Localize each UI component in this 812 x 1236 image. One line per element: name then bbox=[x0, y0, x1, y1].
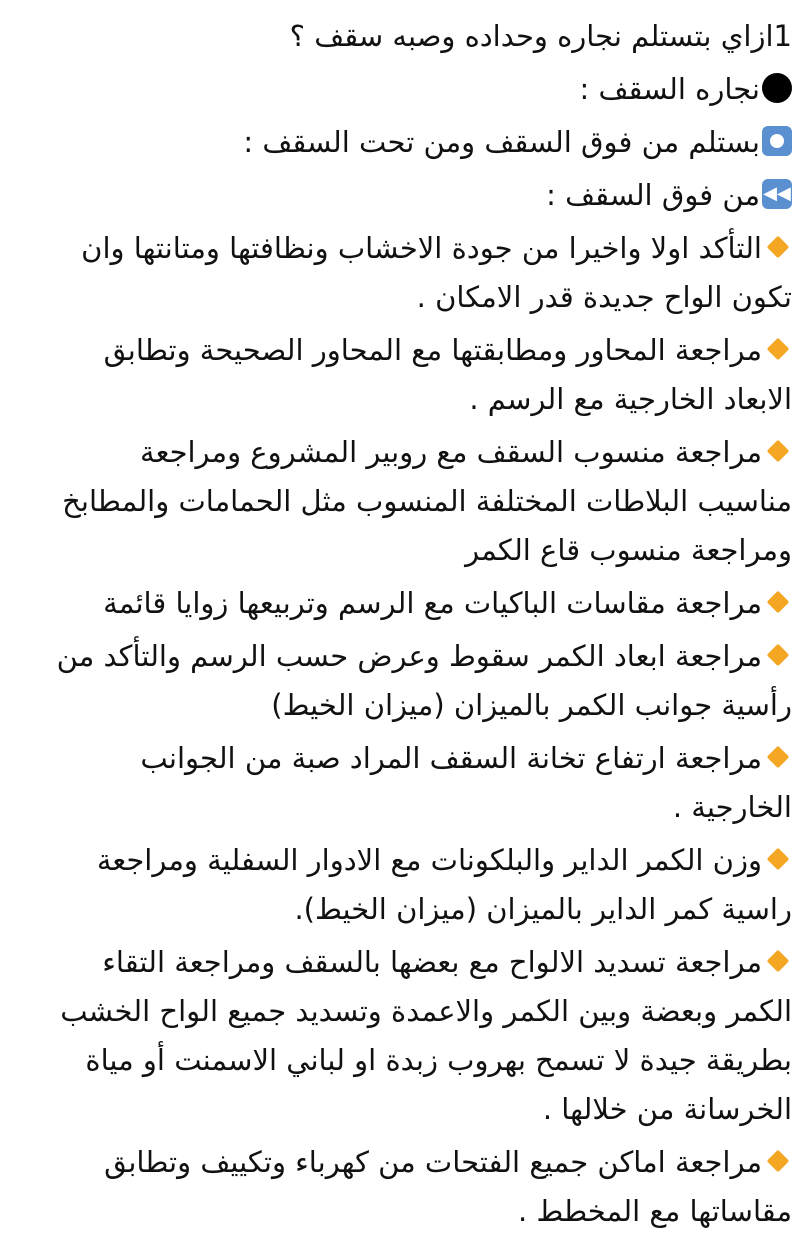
list-item bbox=[40, 836, 792, 934]
orange-diamond-icon bbox=[767, 236, 790, 259]
orange-diamond-icon bbox=[767, 1150, 790, 1173]
list-item-text: مراجعة مقاسات الباكيات مع الرسم وتربيعها زوايا قائمة bbox=[103, 586, 762, 620]
list-item bbox=[40, 428, 792, 575]
list-item bbox=[40, 632, 792, 730]
top-heading-text: من فوق السقف : bbox=[546, 178, 760, 212]
list-item-text: مراجعة المحاور ومطابقتها مع المحاور الصحيحة وتطابق الابعاد الخارجية مع الرسم . bbox=[103, 333, 792, 416]
list-item-text: التأكد اولا واخيرا من جودة الاخشاب ونظافتها ومتانتها وان تكون الواح جديدة قدر الامكان . bbox=[81, 231, 792, 314]
list-item-text: وزن الكمر الداير والبلكونات مع الادوار السفلية ومراجعة راسية كمر الداير بالميزان (ميزان الخيط). bbox=[96, 843, 792, 926]
orange-diamond-icon bbox=[767, 440, 790, 463]
orange-diamond-icon bbox=[767, 338, 790, 361]
list-item-text: مراجعة منسوب السقف مع روبير المشروع ومراجعة مناسيب البلاطات المختلفة المنسوب مثل الحمامات والمطابخ ومراجعة منسوب قاع الكمر bbox=[62, 435, 792, 567]
orange-diamond-icon bbox=[767, 950, 790, 973]
list-item bbox=[40, 224, 792, 322]
orange-diamond-icon bbox=[767, 644, 790, 667]
record-button-icon bbox=[762, 126, 792, 156]
orange-diamond-icon bbox=[767, 591, 790, 614]
top-heading bbox=[40, 171, 792, 220]
list-item bbox=[40, 579, 792, 628]
orange-diamond-icon bbox=[767, 746, 790, 769]
subsection-heading-text: بستلم من فوق السقف ومن تحت السقف : bbox=[243, 125, 760, 159]
section-heading-text: نجاره السقف : bbox=[579, 72, 760, 106]
list-item-text: مراجعة ارتفاع تخانة السقف المراد صبة من الجوانب الخارجية . bbox=[140, 741, 792, 824]
document-title-text: 1ازاي بتستلم نجاره وحداده وصبه سقف ؟ bbox=[289, 19, 792, 53]
black-circle-icon bbox=[762, 73, 792, 103]
list-item bbox=[40, 938, 792, 1134]
list-item-text: مراجعة تسديد الالواح مع بعضها بالسقف ومراجعة التقاء الكمر وبعضة وبين الكمر والاعمدة وتسديد جميع الواح الخشب بطريقة جيدة لا تسمح بهروب زبدة او لباني الاسمنت أو مياة الخرسانة من خلالها . bbox=[60, 945, 792, 1126]
list-item-text: مراجعة اماكن جميع الفتحات من كهرباء وتكييف وتطابق مقاساتها مع المخطط . bbox=[104, 1145, 792, 1228]
list-item bbox=[40, 734, 792, 832]
section-heading bbox=[40, 65, 792, 114]
orange-diamond-icon bbox=[767, 848, 790, 871]
list-item bbox=[40, 1138, 792, 1236]
list-item-text: مراجعة ابعاد الكمر سقوط وعرض حسب الرسم والتأكد من رأسية جوانب الكمر بالميزان (ميزان الخيط) bbox=[56, 639, 792, 722]
document-title bbox=[40, 12, 792, 61]
subsection-heading bbox=[40, 118, 792, 167]
list-item bbox=[40, 326, 792, 424]
rewind-button-icon: ◀◀ bbox=[762, 179, 792, 209]
